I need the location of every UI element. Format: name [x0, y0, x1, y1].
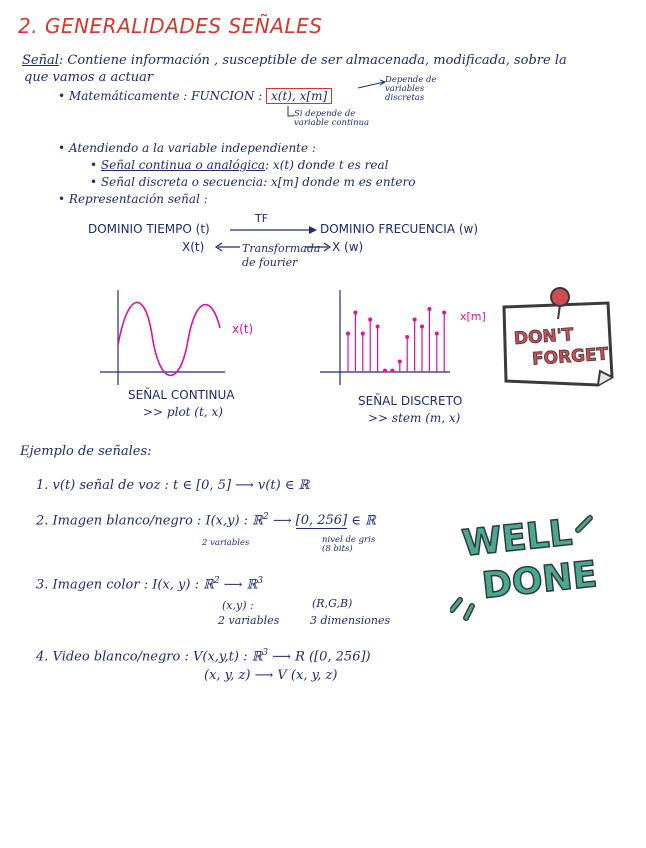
- example-4b: [204, 668, 337, 683]
- stem-point: [383, 369, 387, 373]
- cont-cmd: >> plot (t, x): [143, 405, 223, 419]
- ex3-note-rgb: (R,G,B): [312, 597, 353, 610]
- ex4-result: ⟶ V (x, y, z): [254, 668, 338, 683]
- ex3-note-vars: 2 variables: [218, 614, 280, 627]
- stem-point: [435, 332, 439, 336]
- discrete-rest: : x[m] donde m es entero: [263, 175, 416, 189]
- continuous-label: Señal continua o analógica: [100, 158, 266, 172]
- example-4: 4. Video blanco/negro : V(x,y,t) : ℝ$^3$ ⟶ R ([0, 256]): [36, 648, 371, 665]
- note-discrete: Depende de variables discretas: [385, 75, 437, 103]
- bullet: •: [58, 192, 69, 206]
- discrete-line: [90, 175, 416, 189]
- indep-text: Atendiendo a la variable independiente :: [68, 141, 316, 155]
- stem-point: [413, 318, 417, 322]
- done-text: DONE: [480, 554, 600, 607]
- examples-heading: Ejemplo de señales:: [20, 444, 152, 459]
- math-label: Matemáticamente : FUNCION :: [68, 89, 263, 103]
- ex3-title: 3. Imagen color : I(x, y) : ℝ: [36, 577, 214, 593]
- ex2-note-gray: nivel de gris (8 bits): [322, 535, 376, 554]
- stem-point: [405, 335, 409, 339]
- note-arrows: [280, 76, 390, 126]
- ex2-note-vars: 2 variables: [202, 538, 250, 548]
- function-box: x(t), x[m]: [266, 88, 332, 104]
- domain-transform: Transformada: [242, 242, 321, 255]
- ex4-title: 4. Video blanco/negro : V(x,y,t) : ℝ: [36, 649, 263, 665]
- continuous-line: [90, 158, 388, 172]
- well-done-sticker: [450, 512, 600, 622]
- domain-xw: X (w): [332, 240, 364, 254]
- discrete-plot: [320, 290, 460, 400]
- example-2: 2. Imagen blanco/negro : I(x,y) : ℝ$^2$ ⟶ [0, 256] ∈ ℝ: [36, 512, 376, 529]
- ex2-func: I(x,y) : ℝ: [205, 513, 263, 529]
- disc-label: x[m]: [460, 310, 486, 323]
- ex2-in: ∈ ℝ: [351, 513, 376, 529]
- ex2-title: 2. Imagen blanco/negro :: [36, 513, 202, 529]
- domain-fourier: de fourier: [242, 256, 298, 269]
- dont-forget-sticker: [498, 285, 616, 390]
- senal-label: Señal: [22, 53, 59, 68]
- stem-point: [376, 325, 380, 329]
- ex3-arrow: ⟶ ℝ: [223, 577, 258, 593]
- stem-point: [427, 307, 431, 311]
- cont-curve-label: x(t): [232, 322, 254, 336]
- sine-curve: [118, 302, 220, 375]
- stem-point: [353, 311, 357, 315]
- ex2-range: [0, 256]: [295, 513, 348, 529]
- example-1: 1. v(t) señal de voz : t ∈ [0, 5] ⟶ v(t) ∈ ℝ: [36, 478, 310, 493]
- pin-icon: [551, 288, 569, 306]
- domain-tf: TF: [255, 212, 269, 225]
- discrete-label: Señal discreta o secuencia: [100, 175, 264, 189]
- cont-title: SEÑAL CONTINUA: [128, 388, 235, 402]
- stem-point: [398, 360, 402, 364]
- example-3: 3. Imagen color : I(x, y) : ℝ$^2$ ⟶ ℝ$^3$: [36, 576, 264, 593]
- domain-xt: X(t): [182, 240, 205, 254]
- stem-point: [442, 311, 446, 315]
- continuous-rest: : x(t) donde t es real: [265, 158, 389, 172]
- forget-text: FORGET: [531, 344, 609, 370]
- bullet: •: [58, 89, 69, 103]
- ex4-arrow: ⟶ R ([0, 256]): [272, 649, 371, 665]
- stem-point: [361, 332, 365, 336]
- domain-freq: DOMINIO FRECUENCIA (w): [320, 222, 479, 236]
- disc-cmd: >> stem (m, x): [368, 411, 461, 425]
- repr-line: [58, 192, 208, 206]
- bullet: •: [90, 175, 101, 189]
- domain-arrows: [200, 222, 340, 252]
- ex2-arrow: ⟶: [272, 513, 292, 529]
- disc-title: SEÑAL DISCRETO: [358, 394, 463, 408]
- page-title: 2. GENERALIDADES SEÑALES: [18, 14, 323, 38]
- ex4-vars: (x, y, z): [204, 668, 251, 683]
- well-text: WELL: [460, 512, 575, 565]
- ex3-note-xy: (x,y) :: [222, 599, 254, 612]
- ex3-note-dims: 3 dimensiones: [310, 614, 391, 627]
- note-continuous: Si depende de variable continua: [294, 109, 370, 128]
- definition-line-2: que vamos a actuar: [24, 70, 154, 85]
- stem-point: [346, 332, 350, 336]
- senal-text: : Contiene información , susceptible de ser almacenada, modificada, sobre la: [58, 53, 567, 68]
- stem-point: [420, 325, 424, 329]
- stem-point: [368, 318, 372, 322]
- indep-line: [58, 141, 316, 155]
- dont-text: DON'T: [513, 324, 575, 350]
- domain-time: DOMINIO TIEMPO (t): [88, 222, 210, 236]
- definition-line-1: [22, 53, 567, 68]
- bullet: •: [58, 141, 69, 155]
- continuous-plot: [100, 290, 240, 400]
- stem-point: [390, 369, 394, 373]
- repr-text: Representación señal :: [68, 192, 208, 206]
- bullet: •: [90, 158, 101, 172]
